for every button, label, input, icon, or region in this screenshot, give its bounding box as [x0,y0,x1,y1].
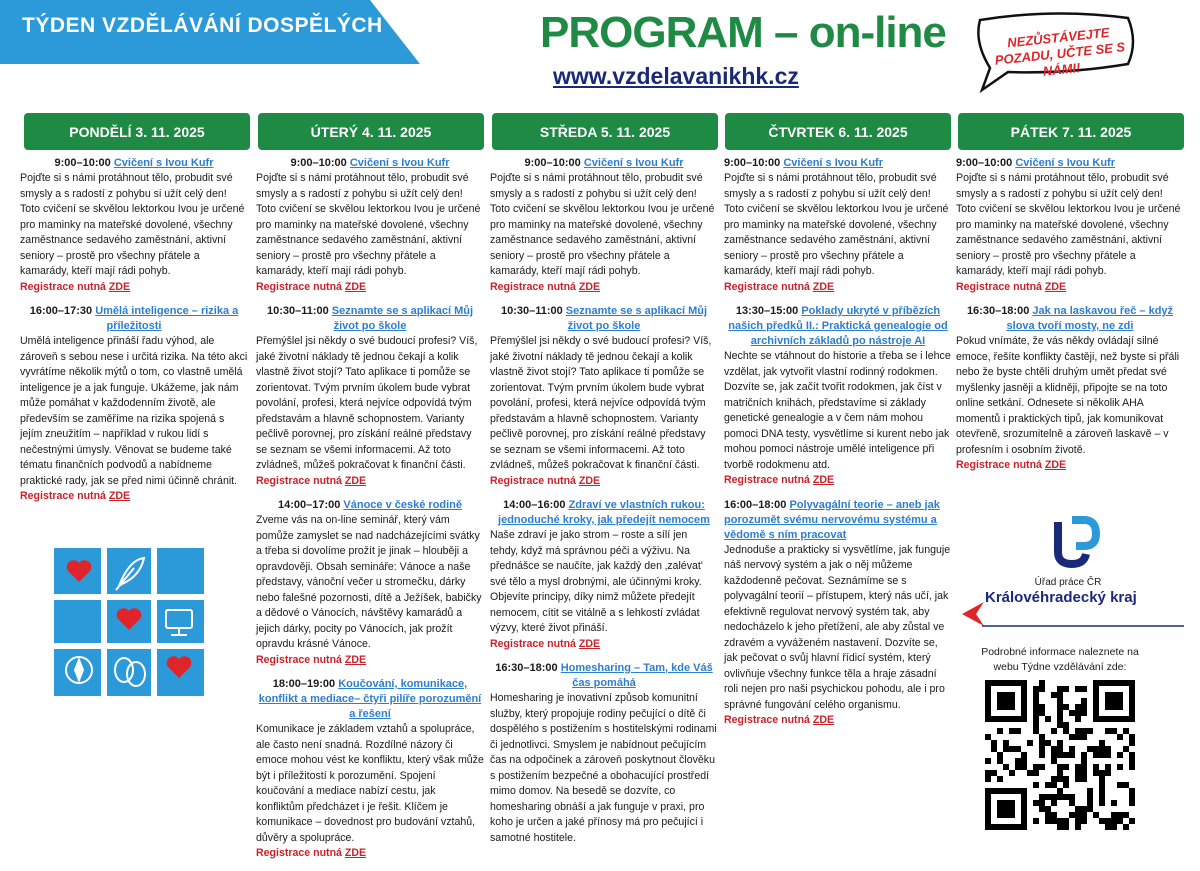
illustration-grid [54,548,204,696]
event-block [956,156,1184,295]
registration-line [956,280,1184,296]
event-block [490,498,718,652]
event-time: 16:00–18:00 [724,498,787,511]
event-title-link[interactable]: Poklady ukryté v příbězích našich předků II.: Praktická genealogie od archivních základů po nástroje AI [728,305,948,347]
event-block [256,498,484,668]
registration-line [724,713,952,729]
column-friday [956,156,1184,483]
event-block [490,304,718,489]
event-time: 10:30–11:00 [500,305,563,317]
event-title-link[interactable]: Homesharing – Tam, kde Váš čas pomáhá [560,662,713,689]
feather-icon [116,558,144,590]
event-title-link[interactable]: Polyvagální teorie – aneb jak porozumět svému nervovému systému a vědomě s ním pracovat [724,498,940,541]
event-head [490,498,718,528]
registration-line [724,473,952,489]
registration-label: Registrace nutná [724,280,810,293]
info-text: Podrobné informace naleznete na webu Týdne vzdělávání zde: [981,646,1139,673]
event-description: Přemýšlel jsi někdy o své budoucí profesi? Víš, jaké životní náklady tě jednou čekají a kolik vlastně život stojí? Tato aplikace ti pomůže se zorientovat. Tvým prvním úkolem bude vybrat povolání, profesi, která nejvíce odpovídá tvým představám a hlavně schopnostem. Varianty pečlivě porovnej, pro získání reálné představy se seznam se všemi informacemi. Až toto zvládneš, můžeš pokračovat k finanční části. [490,335,712,471]
event-block [724,156,952,295]
computer-icon [166,610,192,635]
registration-label: Registrace nutná [256,847,342,859]
program-title: PROGRAM – on-line [540,8,946,57]
event-head [490,156,718,171]
registration-label: Registrace nutná [20,490,106,502]
event-block [724,498,952,729]
event-head [256,304,484,334]
column-thursday [724,156,952,738]
registration-label: Registrace nutná [256,280,342,293]
event-description: Pojďte si s námi protáhnout tělo, probudit své smysly a s radostí z pohybu si užít celý den! Toto cvičení se skvělou lektorkou Ivou je určené pro maminky na mateřské dovolené, všechny zaměstnance sedavého zaměstnání, aktivní seniory – prostě pro všechny přátele a kamarády, kteří mají rádi pohyb. [724,172,949,277]
registration-label: Registrace nutná [724,714,810,726]
registration-link[interactable]: ZDE [344,847,367,859]
heart-icon [167,656,192,678]
event-description: Umělá inteligence přináší řadu výhod, ale zároveň s sebou nese i určitá rizika. Na této akci vyvrátíme několik mýtů o tom, co vlastně umělá inteligence je a jak funguje. Ukážeme, jak nám může pomáhat v každodenním životě, ale především se zaměříme na rizika spojená s jejím zneužitím – například v rukou lidí s nečestnými úmysly. Věnovat se budeme také tématu finančních podvodů a nabídneme praktické rady, jak se před nimi účinně chránit. [20,335,248,487]
event-title-link[interactable]: Zdraví ve vlastních rukou: jednoduché kroky, jak předejít nemocem [498,499,710,526]
theater-masks-icon [115,658,145,686]
heart-icon [117,608,142,630]
registration-link[interactable]: ZDE [1044,459,1067,471]
registration-label: Registrace nutná [256,653,342,666]
registration-link[interactable]: ZDE [108,490,131,502]
registration-link[interactable]: ZDE [812,280,835,293]
day-header-monday: PONDĚLÍ 3. 11. 2025 [24,113,250,150]
day-header-friday: PÁTEK 7. 11. 2025 [958,113,1184,150]
event-time: 16:30–18:00 [495,662,558,674]
event-head [490,661,718,691]
event-block [724,304,952,489]
speech-bubble [968,12,1140,88]
event-time: 9:00–10:00 [290,157,347,169]
event-head [724,156,952,171]
registration-label: Registrace nutná [20,280,106,293]
event-head [724,304,952,349]
urad-prace-logo [1044,512,1104,574]
event-block [256,677,484,862]
event-time: 9:00–10:00 [54,157,111,169]
registration-line [956,458,1184,474]
registration-label: Registrace nutná [956,280,1042,293]
illustration-graphic [54,548,204,696]
event-block [956,304,1184,474]
event-head [256,677,484,722]
qr-code-icon [985,680,1135,830]
column-wednesday [490,156,718,855]
registration-link[interactable]: ZDE [578,637,601,650]
event-title-link[interactable]: Cvičení s Ivou Kufr [1015,157,1115,169]
registration-label: Registrace nutná [256,474,342,487]
event-block [20,304,248,505]
registration-link[interactable]: ZDE [344,474,367,487]
event-description: Pokud vnímáte, že vás někdy ovládají silné emoce, řešíte konflikty častěji, než byste si přáli nebo že byste chtěli druhým umět předat své myšlenky jasněji a klidněji, připojte se na toto online setkání. Odnesete si několik AHA momentů i praktických tipů, jak komunikovat otevřeně, srozumitelně a zároveň laskavě – v profesním i osobním životě. [956,335,1180,456]
program-url-link[interactable]: www.vzdelavanikhk.cz [553,63,799,89]
registration-label: Registrace nutná [490,637,576,650]
registration-link[interactable]: ZDE [1044,280,1067,293]
event-description: Homesharing je inovativní způsob komunitní služby, který propojuje rodiny pečující o dítě či dospělého s postižením s hostitelskými rodinami či jednotlivci. Smyslem je nabídnout pečujícím čas na odpočinek a zároveň poskytnout člověku s postižením bezpečné a obohacující prostředí mimo domov. Na besedě se dozvíte, co homesharing obnáší a jak funguje v praxi, pro koho je určen a jaké přínosy má pro pečující i samotné hostitele. [490,692,717,844]
urad-prace-label: Úřad práce ČR [1034,577,1102,588]
event-title-link[interactable]: Jak na laskavou řeč – když slova tvoří mosty, ne zdi [1006,305,1174,332]
event-block [256,304,484,489]
registration-link[interactable]: ZDE [344,653,367,666]
event-block [490,661,718,846]
heart-icon [67,560,92,582]
event-time: 14:00–16:00 [503,499,566,511]
registration-label: Registrace nutná [724,474,810,486]
event-head [956,304,1184,334]
registration-line [256,280,484,296]
event-description: Pojďte si s námi protáhnout tělo, probudit své smysly a s radostí z pohybu si užít celý den! Toto cvičení se skvělou lektorkou Ivou je určené pro maminky na mateřské dovolené, všechny zaměstnance sedavého zaměstnání, aktivní seniory – prostě pro všechny přátele a kamarády, kteří mají rádi pohyb. [20,172,245,277]
registration-link[interactable]: ZDE [578,474,601,487]
event-block [490,156,718,295]
event-description: Přemýšlel jsi někdy o své budoucí profesi? Víš, jaké životní náklady tě jednou čekají a kolik vlastně život stojí? Tato aplikace ti pomůže se zorientovat. Tvým prvním úkolem bude vybrat povolání, profesi, která nejvíce odpovídá tvým představám a hlavně schopnostem. Varianty pečlivě porovnej, pro získání reálné představy se seznam se všemi informacemi. Až toto zvládneš, můžeš pokračovat k finanční části. [256,335,478,471]
event-head [256,498,484,513]
event-description: Zveme vás na on-line seminář, který vám pomůže zamyslet se nad nadcházejícími svátky a třeba si dovolíme prožít je jinak – hlouběji a opravdověji. Obsah semináře: Vánoce a naše představy, vánoční večer u stromečku, dárky nebo falešné pozornosti, dítě a Ježíšek, babičky a dědové o Vánocích, návštěvy kamarádů a jejich dárky, pocity po Vánocích, jak prožít opravdu krásné Vánoce. [256,514,482,650]
event-time: 10:30–11:00 [266,305,329,317]
event-head [20,304,248,334]
registration-line [20,489,248,505]
event-time: 14:00–17:00 [277,499,341,511]
kraj-title: Královéhradecký kraj [985,589,1137,606]
urad-prace-logo-icon [1044,512,1104,574]
event-description: Nechte se vtáhnout do historie a třeba se i lehce vzdělat, jak vytvořit vlastní rodinný rodokmen. Dozvíte se, jak začít tvořit rodokmen, jak číst v matričních knihách, představíme si základy genetické genealogie a v čem nám mohou pomoci DNA testy, vysvětlíme si kurent nebo jak mohou pomoci nástroje umělé inteligence při tvorbě rodokmenu atd. [724,350,951,471]
event-description: Pojďte si s námi protáhnout tělo, probudit své smysly a s radostí z pohybu si užít celý den! Toto cvičení se skvělou lektorkou Ivou je určené pro maminky na mateřské dovolené, všechny zaměstnance sedavého zaměstnání, aktivní seniory – prostě pro všechny přátele a kamarády, kteří mají rádi pohyb. [956,172,1181,277]
event-time: 16:30–18:00 [966,305,1030,317]
event-block [256,156,484,295]
event-title-link[interactable]: Cvičení s Ivou Kufr [783,157,883,169]
registration-line [256,846,484,862]
registration-link[interactable]: ZDE [812,714,835,726]
registration-link[interactable]: ZDE [812,474,835,486]
registration-line [724,280,952,296]
registration-link[interactable]: ZDE [578,280,601,293]
registration-label: Registrace nutná [956,459,1042,471]
event-description: Jednoduše a prakticky si vysvětlíme, jak funguje náš nervový systém a jak o něj můžeme každodenně pečovat. Seznámíme se s polyvagální teorií – přístupem, který nás učí, jak efektivně regulovat nervový systém tak, aby nedocházelo k jeho přetížení, ale aby zůstal ve zdravém a vyváženém nastavení. Dozvíte se, jak pečovat o svůj hlavní řídicí systém, který ovlivňuje všechny funkce těla a hraje zásadní roli nejen pro naši psychickou pohodu, ale i pro správné fungování celého organismu. [724,543,951,711]
event-description: Pojďte si s námi protáhnout tělo, probudit své smysly a s radostí z pohybu si užít celý den! Toto cvičení se skvělou lektorkou Ivou je určené pro maminky na mateřské dovolené, všechny zaměstnance sedavého zaměstnání, aktivní seniory – prostě pro všechny přátele a kamarády, kteří mají rádi pohyb. [256,172,481,277]
event-title-link[interactable]: Cvičení s Ivou Kufr [349,157,450,169]
bubble-text: NEZŮSTÁVEJTE POZADU, UČTE SE S NÁMI! [994,24,1126,79]
day-header-thursday: ČTVRTEK 6. 11. 2025 [725,113,951,150]
event-head [956,156,1184,171]
registration-line [256,653,484,669]
registration-link[interactable]: ZDE [108,280,131,293]
registration-line [256,474,484,490]
event-head [724,498,952,543]
event-head [20,156,248,171]
compass-icon [66,657,92,683]
day-header-tuesday: ÚTERÝ 4. 11. 2025 [258,113,484,150]
registration-line [490,474,718,490]
registration-link[interactable]: ZDE [344,280,367,293]
day-header-wednesday: STŘEDA 5. 11. 2025 [492,113,718,150]
event-title-link[interactable]: Vánoce v české rodině [343,499,463,511]
event-title-link[interactable]: Seznamte se s aplikací Můj život po škole [331,305,474,332]
column-monday [20,156,248,514]
event-time: 9:00–10:00 [956,157,1013,169]
event-description: Naše zdraví je jako strom – roste a sílí jen tehdy, když má správnou péči a výživu. Na přednášce se naučíte, jak každý den ‚zalévat' své tělo a mysl drobnými, ale účinnými kroky. Objevíte principy, díky nimž můžete předejít nemocem, cítit se vitálně a s lehkostí zvládat výzvy, které život přináší. [490,529,703,634]
event-description: Komunikace je základem vztahů a spolupráce, ale často není snadná. Rozdílné názory či emoce mohou vést ke konfliktu, který však může být i příležitostí k porozumění. Spojení koučování a mediace nabízí cestu, jak konfliktům předcházet i je řešit. Klíčem je komunikace – dovednost pro budování vztahů, důvěry a spolupráce. [256,723,484,844]
registration-line [20,280,248,296]
event-title-link[interactable]: Seznamte se s aplikací Můj život po škole [565,305,708,332]
registration-label: Registrace nutná [490,474,576,487]
event-time: 13:30–15:00 [735,305,799,317]
registration-label: Registrace nutná [490,280,576,293]
event-title-link[interactable]: Koučování, komunikace, konflikt a mediace– čtyři pilíře porozumění a řešení [258,678,482,720]
event-head [256,156,484,171]
qr-code[interactable] [985,680,1135,830]
event-time: 18:00–19:00 [272,678,336,690]
banner-title: TÝDEN VZDĚLÁVÁNÍ DOSPĚLÝCH [22,14,383,37]
event-time: 9:00–10:00 [524,157,581,169]
event-title-link[interactable]: Cvičení s Ivou Kufr [583,157,684,169]
event-block [20,156,248,295]
event-time: 16:00–17:30 [29,305,93,317]
event-head [490,304,718,334]
column-tuesday [256,156,484,871]
registration-line [490,637,718,653]
event-description: Pojďte si s námi protáhnout tělo, probudit své smysly a s radostí z pohybu si užít celý den! Toto cvičení se skvělou lektorkou Ivou je určené pro maminky na mateřské dovolené, všechny zaměstnance sedavého zaměstnání, aktivní seniory – prostě pro všechny přátele a kamarády, kteří mají rádi pohyb. [490,172,715,277]
event-time: 9:00–10:00 [724,157,781,169]
event-title-link[interactable]: Umělá inteligence – rizika a příležitosti [95,305,239,332]
event-title-link[interactable]: Cvičení s Ivou Kufr [113,157,214,169]
registration-line [490,280,718,296]
